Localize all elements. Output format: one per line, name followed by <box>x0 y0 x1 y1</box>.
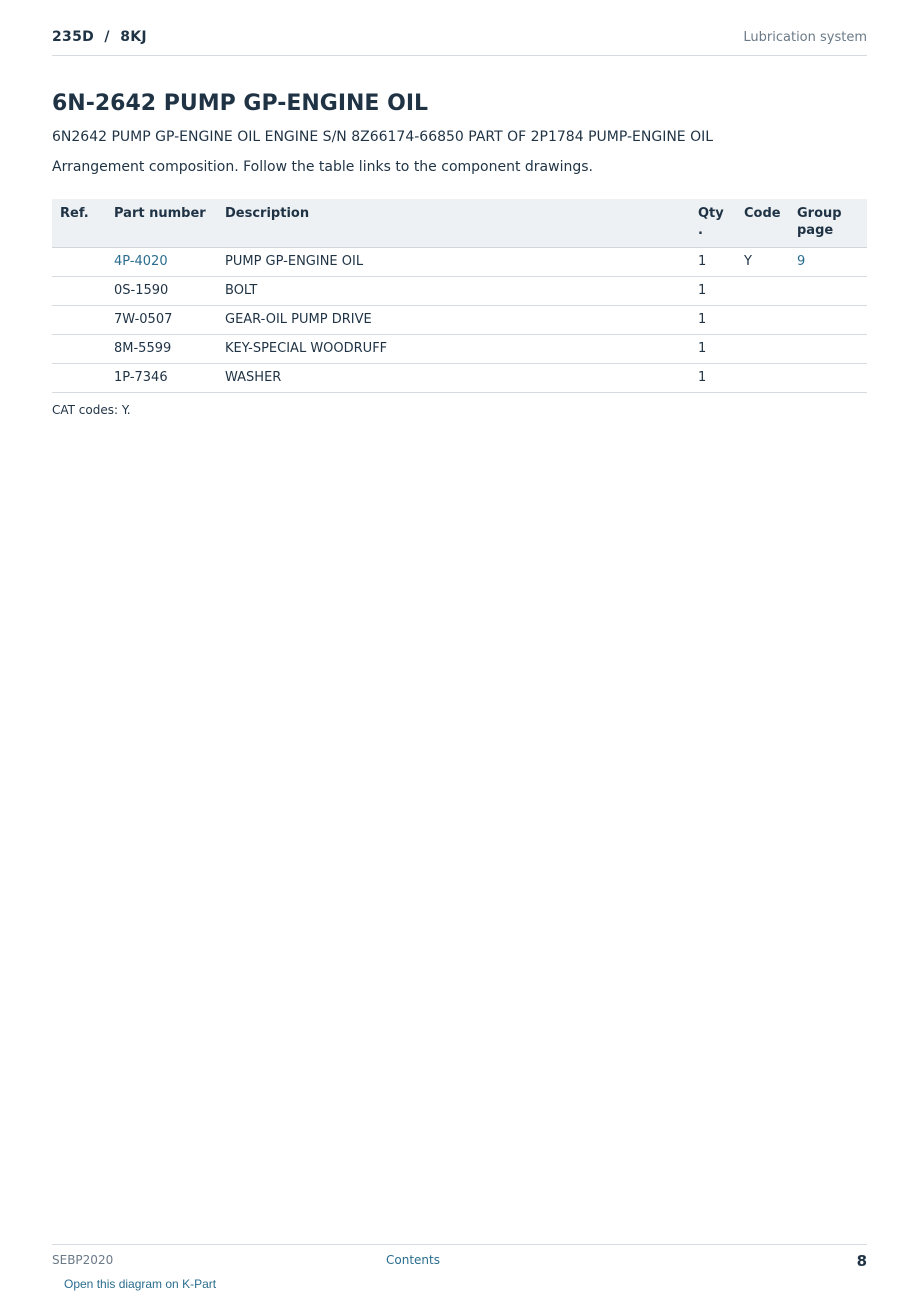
group-page-cell <box>789 364 867 393</box>
group-page-cell <box>789 277 867 306</box>
group-page-cell <box>789 335 867 364</box>
qty-cell: 1 <box>690 364 736 393</box>
part-number-cell: 0S-1590 <box>106 277 217 306</box>
col-ref-header: Ref. <box>52 199 106 248</box>
table-row <box>52 248 867 277</box>
code-cell <box>736 335 789 364</box>
page-header <box>52 28 867 56</box>
ref-cell <box>52 248 106 277</box>
col-description-header: Description <box>217 199 690 248</box>
qty-cell: 1 <box>690 335 736 364</box>
description-cell: BOLT <box>217 277 690 306</box>
parts-table-header <box>52 199 867 248</box>
description-cell: GEAR-OIL PUMP DRIVE <box>217 306 690 335</box>
col-qty-header: Qty . <box>690 199 736 248</box>
intro-text: Arrangement composition. Follow the table links to the component drawings. <box>52 159 593 175</box>
code-cell: Y <box>736 248 789 277</box>
description-cell: PUMP GP-ENGINE OIL <box>217 248 690 277</box>
contents-link[interactable]: Contents <box>386 1253 440 1267</box>
code-cell <box>736 306 789 335</box>
table-row <box>52 306 867 335</box>
description-cell: WASHER <box>217 364 690 393</box>
code-cell <box>736 277 789 306</box>
parts-table-body <box>52 248 867 393</box>
parts-table <box>52 199 867 393</box>
col-group-page-header: Group page <box>789 199 867 248</box>
page-title: 6N-2642 PUMP GP-ENGINE OIL <box>52 91 429 116</box>
description-cell: KEY-SPECIAL WOODRUFF <box>217 335 690 364</box>
group-page-cell <box>789 306 867 335</box>
table-row <box>52 277 867 306</box>
code-cell <box>736 364 789 393</box>
col-code-header: Code <box>736 199 789 248</box>
page-number: 8 <box>856 1252 867 1270</box>
breadcrumb-separator: / <box>104 29 110 45</box>
qty-cell: 1 <box>690 277 736 306</box>
ref-cell <box>52 306 106 335</box>
ref-cell <box>52 277 106 306</box>
header-row <box>52 199 867 248</box>
part-number-cell: 8M-5599 <box>106 335 217 364</box>
ref-cell <box>52 335 106 364</box>
part-number-cell: 1P-7346 <box>106 364 217 393</box>
section-name: Lubrication system <box>743 30 867 45</box>
part-number-link[interactable]: 4P-4020 <box>114 254 168 269</box>
group-page-cell <box>789 248 867 277</box>
cat-codes-note: CAT codes: Y. <box>52 403 131 417</box>
col-part-number-header: Part number <box>106 199 217 248</box>
part-number-cell <box>106 248 217 277</box>
breadcrumb <box>52 28 147 55</box>
part-number-cell: 7W-0507 <box>106 306 217 335</box>
model-label: 235D <box>52 29 95 45</box>
qty-cell: 1 <box>690 306 736 335</box>
group-page-link[interactable]: 9 <box>797 254 806 269</box>
table-row <box>52 335 867 364</box>
qty-cell: 1 <box>690 248 736 277</box>
ref-cell <box>52 364 106 393</box>
footer-doc-id: SEBP2020 <box>52 1253 114 1267</box>
table-row <box>52 364 867 393</box>
document-page <box>52 0 867 1300</box>
open-kpart-link[interactable]: Open this diagram on K-Part <box>64 1277 217 1291</box>
serial-prefix-label: 8KJ <box>120 29 147 45</box>
page-subtitle: 6N2642 PUMP GP-ENGINE OIL ENGINE S/N 8Z66174-66850 PART OF 2P1784 PUMP-ENGINE OIL <box>52 129 714 145</box>
footer-divider <box>52 1244 867 1245</box>
